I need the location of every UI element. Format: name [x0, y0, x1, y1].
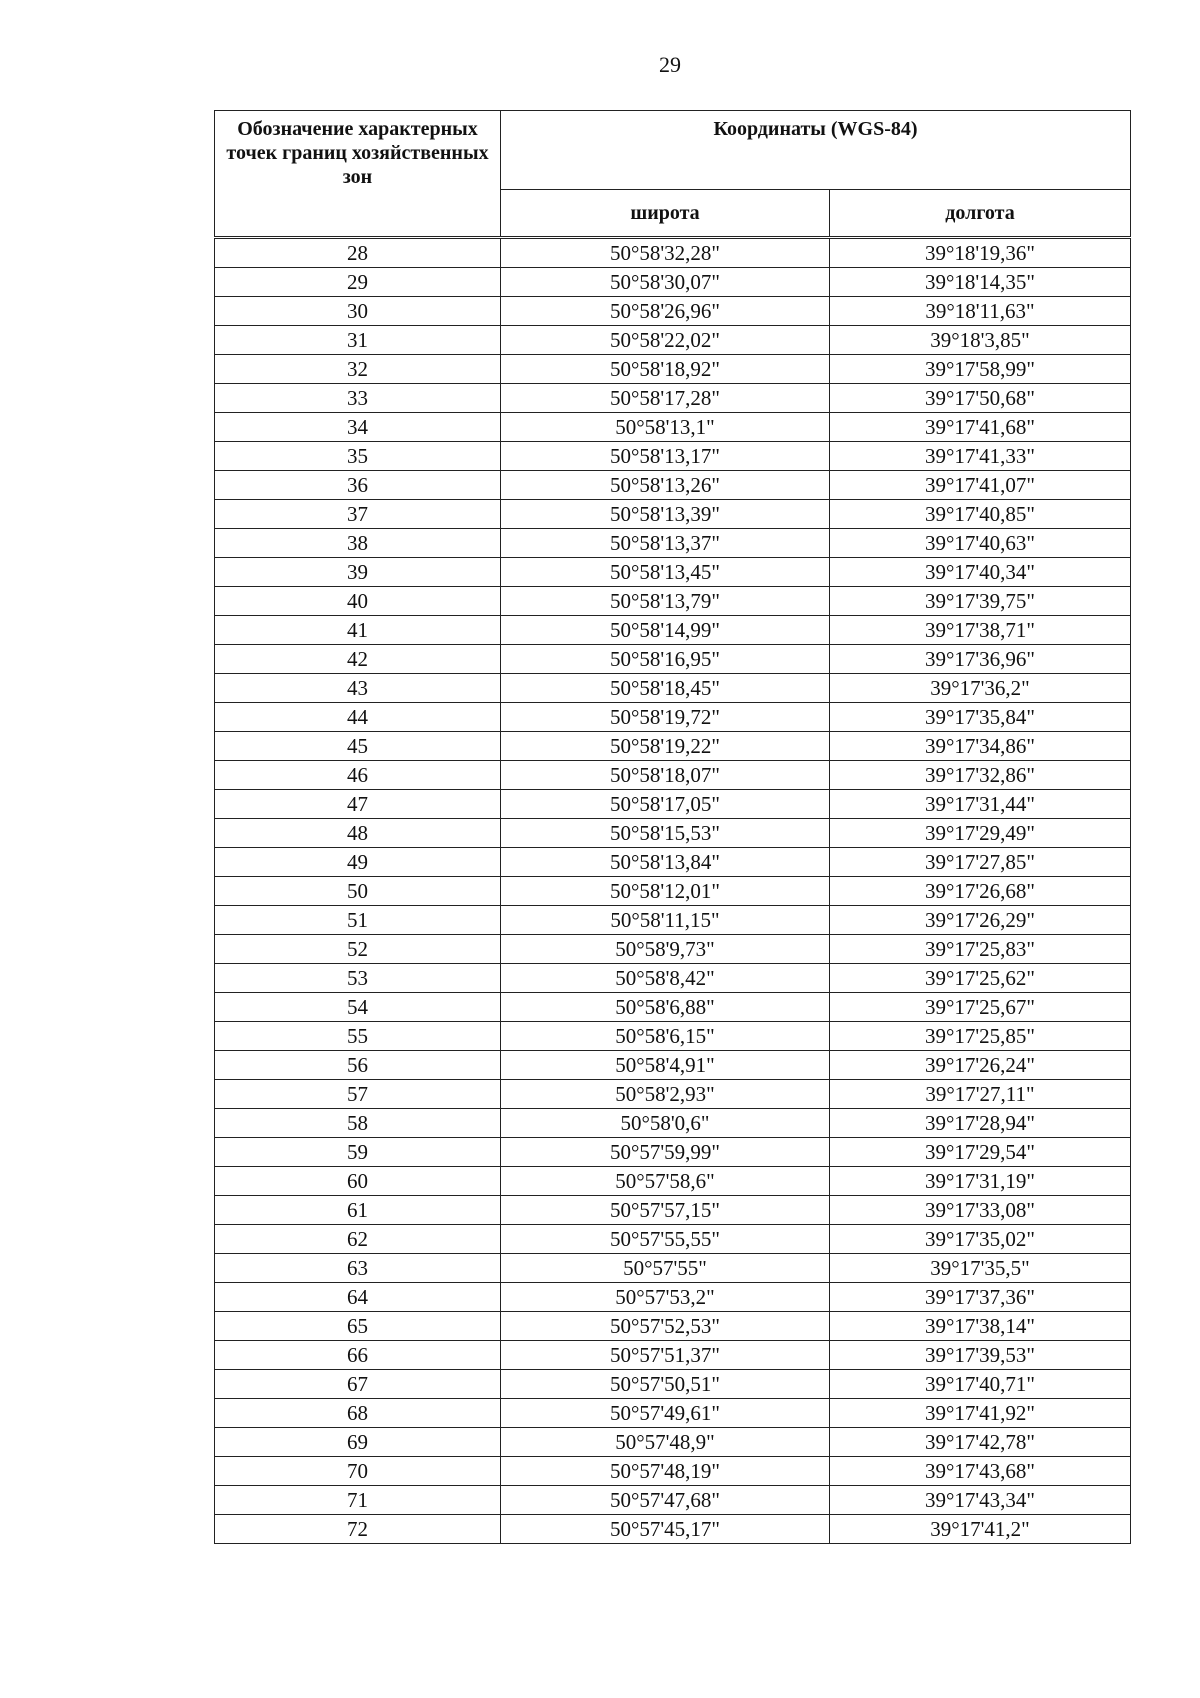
table-row	[215, 1109, 1131, 1138]
latitude-cell: 50°57'59,99"	[501, 1138, 830, 1167]
table-row	[215, 906, 1131, 935]
longitude-cell: 39°17'40,34"	[830, 558, 1131, 587]
point-id-cell: 37	[215, 500, 501, 529]
longitude-cell: 39°17'26,68"	[830, 877, 1131, 906]
longitude-cell: 39°17'32,86"	[830, 761, 1131, 790]
point-id-cell: 53	[215, 964, 501, 993]
table-row	[215, 877, 1131, 906]
longitude-cell: 39°17'41,92"	[830, 1399, 1131, 1428]
table-row	[215, 297, 1131, 326]
point-id-cell: 66	[215, 1341, 501, 1370]
point-id-cell: 55	[215, 1022, 501, 1051]
latitude-cell: 50°57'57,15"	[501, 1196, 830, 1225]
latitude-cell: 50°58'18,45"	[501, 674, 830, 703]
point-id-cell: 29	[215, 268, 501, 297]
latitude-cell: 50°58'16,95"	[501, 645, 830, 674]
latitude-cell: 50°58'6,15"	[501, 1022, 830, 1051]
point-id-cell: 35	[215, 442, 501, 471]
latitude-cell: 50°58'13,26"	[501, 471, 830, 500]
point-id-cell: 40	[215, 587, 501, 616]
longitude-cell: 39°18'11,63"	[830, 297, 1131, 326]
point-id-cell: 69	[215, 1428, 501, 1457]
longitude-cell: 39°17'35,84"	[830, 703, 1131, 732]
latitude-cell: 50°57'52,53"	[501, 1312, 830, 1341]
longitude-cell: 39°17'40,85"	[830, 500, 1131, 529]
longitude-cell: 39°17'36,2"	[830, 674, 1131, 703]
point-id-cell: 65	[215, 1312, 501, 1341]
longitude-cell: 39°17'35,5"	[830, 1254, 1131, 1283]
table-row	[215, 1370, 1131, 1399]
longitude-cell: 39°18'14,35"	[830, 268, 1131, 297]
table-row	[215, 1283, 1131, 1312]
point-id-cell: 36	[215, 471, 501, 500]
point-id-cell: 59	[215, 1138, 501, 1167]
point-id-cell: 39	[215, 558, 501, 587]
longitude-cell: 39°18'19,36"	[830, 238, 1131, 268]
latitude-cell: 50°58'17,05"	[501, 790, 830, 819]
point-id-cell: 51	[215, 906, 501, 935]
longitude-cell: 39°17'37,36"	[830, 1283, 1131, 1312]
latitude-cell: 50°57'45,17"	[501, 1515, 830, 1544]
point-id-cell: 32	[215, 355, 501, 384]
page-number: 29	[659, 52, 681, 77]
point-id-cell: 52	[215, 935, 501, 964]
latitude-cell: 50°58'0,6"	[501, 1109, 830, 1138]
longitude-cell: 39°17'27,85"	[830, 848, 1131, 877]
point-id-cell: 48	[215, 819, 501, 848]
point-id-cell: 31	[215, 326, 501, 355]
latitude-cell: 50°57'48,9"	[501, 1428, 830, 1457]
longitude-cell: 39°17'25,83"	[830, 935, 1131, 964]
longitude-cell: 39°17'36,96"	[830, 645, 1131, 674]
longitude-cell: 39°17'41,33"	[830, 442, 1131, 471]
point-id-cell: 62	[215, 1225, 501, 1254]
point-id-cell: 61	[215, 1196, 501, 1225]
header-designation: Обозначение характерных точек границ хозяйственных зон	[215, 111, 501, 238]
table-row	[215, 326, 1131, 355]
longitude-cell: 39°17'35,02"	[830, 1225, 1131, 1254]
point-id-cell: 68	[215, 1399, 501, 1428]
table-row	[215, 471, 1131, 500]
longitude-cell: 39°17'25,62"	[830, 964, 1131, 993]
point-id-cell: 50	[215, 877, 501, 906]
header-latitude: широта	[501, 190, 830, 238]
latitude-cell: 50°58'13,37"	[501, 529, 830, 558]
longitude-cell: 39°17'58,99"	[830, 355, 1131, 384]
point-id-cell: 46	[215, 761, 501, 790]
longitude-cell: 39°17'28,94"	[830, 1109, 1131, 1138]
latitude-cell: 50°58'13,17"	[501, 442, 830, 471]
latitude-cell: 50°57'47,68"	[501, 1486, 830, 1515]
point-id-cell: 42	[215, 645, 501, 674]
latitude-cell: 50°58'30,07"	[501, 268, 830, 297]
longitude-cell: 39°17'26,29"	[830, 906, 1131, 935]
point-id-cell: 71	[215, 1486, 501, 1515]
point-id-cell: 54	[215, 993, 501, 1022]
table-row	[215, 1428, 1131, 1457]
longitude-cell: 39°17'38,14"	[830, 1312, 1131, 1341]
point-id-cell: 57	[215, 1080, 501, 1109]
table-row	[215, 1138, 1131, 1167]
table-body	[215, 238, 1131, 1544]
latitude-cell: 50°58'19,72"	[501, 703, 830, 732]
point-id-cell: 47	[215, 790, 501, 819]
latitude-cell: 50°57'51,37"	[501, 1341, 830, 1370]
longitude-cell: 39°17'39,53"	[830, 1341, 1131, 1370]
point-id-cell: 60	[215, 1167, 501, 1196]
table-row	[215, 935, 1131, 964]
latitude-cell: 50°58'4,91"	[501, 1051, 830, 1080]
table-row	[215, 384, 1131, 413]
latitude-cell: 50°57'55"	[501, 1254, 830, 1283]
longitude-cell: 39°17'40,71"	[830, 1370, 1131, 1399]
table-row	[215, 558, 1131, 587]
latitude-cell: 50°58'18,07"	[501, 761, 830, 790]
point-id-cell: 70	[215, 1457, 501, 1486]
latitude-cell: 50°57'58,6"	[501, 1167, 830, 1196]
table-row	[215, 413, 1131, 442]
table-header	[215, 111, 1131, 238]
point-id-cell: 38	[215, 529, 501, 558]
longitude-cell: 39°17'41,07"	[830, 471, 1131, 500]
table-row	[215, 1167, 1131, 1196]
table-row	[215, 732, 1131, 761]
longitude-cell: 39°17'38,71"	[830, 616, 1131, 645]
latitude-cell: 50°58'18,92"	[501, 355, 830, 384]
latitude-cell: 50°58'19,22"	[501, 732, 830, 761]
longitude-cell: 39°17'43,34"	[830, 1486, 1131, 1515]
table-row	[215, 355, 1131, 384]
latitude-cell: 50°57'48,19"	[501, 1457, 830, 1486]
table-row	[215, 1399, 1131, 1428]
header-coordinates: Координаты (WGS-84)	[501, 111, 1131, 190]
point-id-cell: 33	[215, 384, 501, 413]
longitude-cell: 39°17'29,54"	[830, 1138, 1131, 1167]
latitude-cell: 50°58'13,1"	[501, 413, 830, 442]
point-id-cell: 45	[215, 732, 501, 761]
table-row	[215, 674, 1131, 703]
point-id-cell: 44	[215, 703, 501, 732]
latitude-cell: 50°58'32,28"	[501, 238, 830, 268]
table-row	[215, 964, 1131, 993]
point-id-cell: 43	[215, 674, 501, 703]
table-row	[215, 442, 1131, 471]
table-row	[215, 616, 1131, 645]
table-row	[215, 1051, 1131, 1080]
table-row	[215, 1196, 1131, 1225]
table-row	[215, 268, 1131, 297]
latitude-cell: 50°58'6,88"	[501, 993, 830, 1022]
latitude-cell: 50°58'12,01"	[501, 877, 830, 906]
latitude-cell: 50°57'55,55"	[501, 1225, 830, 1254]
table-row	[215, 1312, 1131, 1341]
table-row	[215, 703, 1131, 732]
longitude-cell: 39°17'31,19"	[830, 1167, 1131, 1196]
latitude-cell: 50°58'13,45"	[501, 558, 830, 587]
longitude-cell: 39°17'27,11"	[830, 1080, 1131, 1109]
table-row	[215, 645, 1131, 674]
point-id-cell: 41	[215, 616, 501, 645]
longitude-cell: 39°17'25,85"	[830, 1022, 1131, 1051]
longitude-cell: 39°17'50,68"	[830, 384, 1131, 413]
point-id-cell: 63	[215, 1254, 501, 1283]
table-row	[215, 819, 1131, 848]
point-id-cell: 58	[215, 1109, 501, 1138]
point-id-cell: 49	[215, 848, 501, 877]
longitude-cell: 39°17'41,2"	[830, 1515, 1131, 1544]
header-longitude: долгота	[830, 190, 1131, 238]
longitude-cell: 39°18'3,85"	[830, 326, 1131, 355]
latitude-cell: 50°57'49,61"	[501, 1399, 830, 1428]
latitude-cell: 50°58'9,73"	[501, 935, 830, 964]
table-row	[215, 587, 1131, 616]
table-row	[215, 1225, 1131, 1254]
latitude-cell: 50°58'13,84"	[501, 848, 830, 877]
latitude-cell: 50°58'8,42"	[501, 964, 830, 993]
latitude-cell: 50°57'50,51"	[501, 1370, 830, 1399]
longitude-cell: 39°17'31,44"	[830, 790, 1131, 819]
latitude-cell: 50°58'14,99"	[501, 616, 830, 645]
longitude-cell: 39°17'34,86"	[830, 732, 1131, 761]
table-row	[215, 848, 1131, 877]
table-row	[215, 529, 1131, 558]
point-id-cell: 28	[215, 238, 501, 268]
table-row	[215, 1080, 1131, 1109]
table-row	[215, 1254, 1131, 1283]
coordinates-table	[214, 110, 1131, 1544]
latitude-cell: 50°58'13,79"	[501, 587, 830, 616]
table-row	[215, 1022, 1131, 1051]
latitude-cell: 50°58'11,15"	[501, 906, 830, 935]
latitude-cell: 50°58'13,39"	[501, 500, 830, 529]
table-row	[215, 1341, 1131, 1370]
table-row	[215, 1457, 1131, 1486]
table-row	[215, 1515, 1131, 1544]
table-row	[215, 993, 1131, 1022]
latitude-cell: 50°58'22,02"	[501, 326, 830, 355]
longitude-cell: 39°17'42,78"	[830, 1428, 1131, 1457]
table-row	[215, 1486, 1131, 1515]
latitude-cell: 50°58'26,96"	[501, 297, 830, 326]
longitude-cell: 39°17'25,67"	[830, 993, 1131, 1022]
longitude-cell: 39°17'41,68"	[830, 413, 1131, 442]
table-row	[215, 790, 1131, 819]
longitude-cell: 39°17'40,63"	[830, 529, 1131, 558]
point-id-cell: 72	[215, 1515, 501, 1544]
longitude-cell: 39°17'26,24"	[830, 1051, 1131, 1080]
latitude-cell: 50°58'15,53"	[501, 819, 830, 848]
table-row	[215, 761, 1131, 790]
point-id-cell: 64	[215, 1283, 501, 1312]
point-id-cell: 56	[215, 1051, 501, 1080]
longitude-cell: 39°17'29,49"	[830, 819, 1131, 848]
longitude-cell: 39°17'39,75"	[830, 587, 1131, 616]
latitude-cell: 50°58'2,93"	[501, 1080, 830, 1109]
table-row	[215, 500, 1131, 529]
latitude-cell: 50°58'17,28"	[501, 384, 830, 413]
point-id-cell: 34	[215, 413, 501, 442]
longitude-cell: 39°17'33,08"	[830, 1196, 1131, 1225]
longitude-cell: 39°17'43,68"	[830, 1457, 1131, 1486]
table-row	[215, 238, 1131, 268]
point-id-cell: 67	[215, 1370, 501, 1399]
point-id-cell: 30	[215, 297, 501, 326]
latitude-cell: 50°57'53,2"	[501, 1283, 830, 1312]
